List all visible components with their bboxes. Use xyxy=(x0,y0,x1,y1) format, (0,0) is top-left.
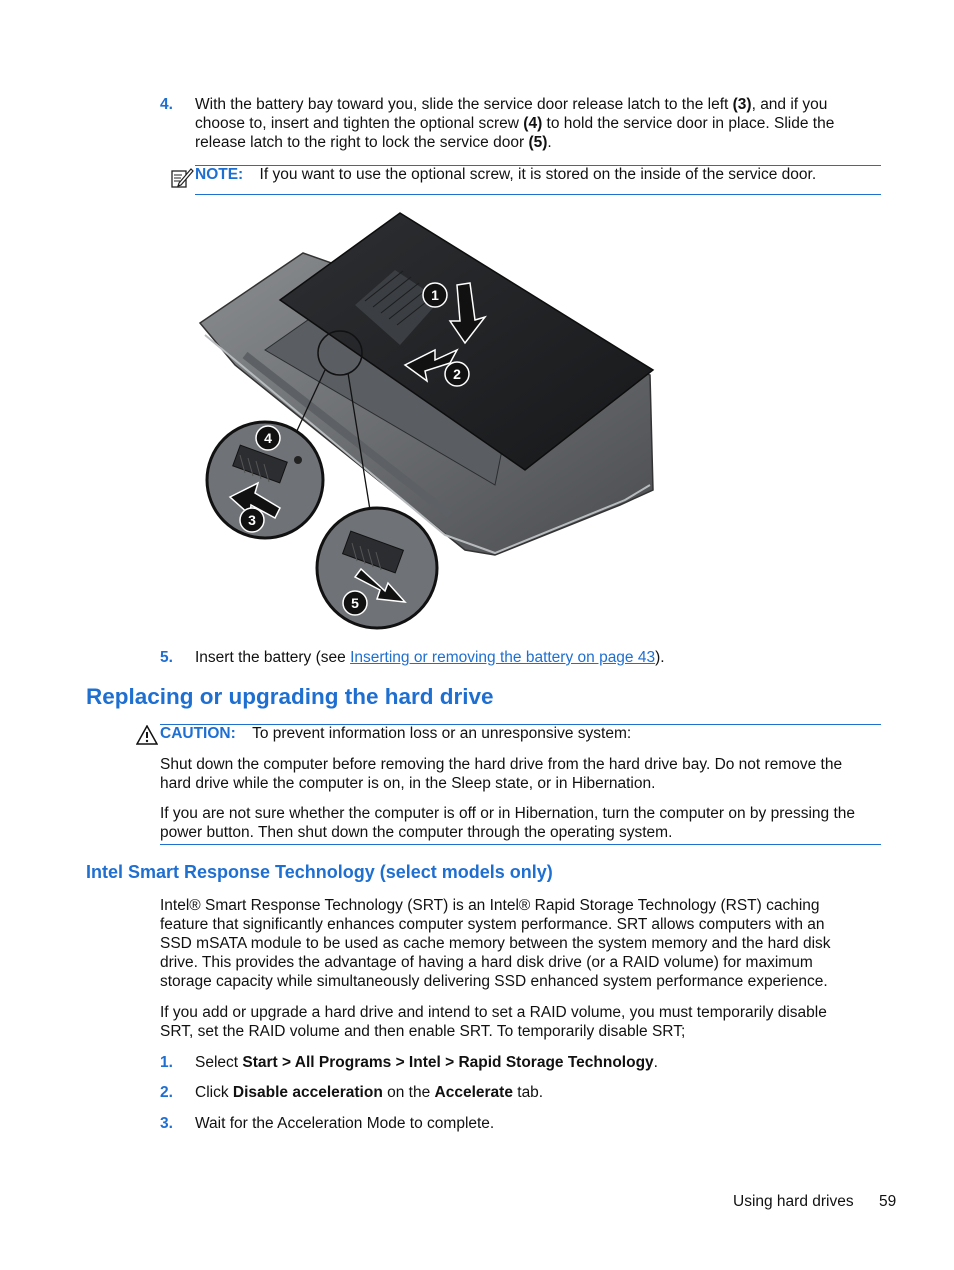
step-3-text: Wait for the Acceleration Mode to complete. xyxy=(195,1115,495,1132)
note-icon xyxy=(170,166,194,190)
step-number: 4. xyxy=(160,96,173,113)
warning-icon xyxy=(136,725,158,745)
callout-5: 5 xyxy=(351,595,359,611)
callout-2: 2 xyxy=(453,366,461,382)
note-bottom-rule xyxy=(195,194,881,195)
step-4-text: With the battery bay toward you, slide the service door release latch to the left (3), and if you choose to, insert and tighten the optional screw (4) to hold the service door in place. Slide the release latch to the right to lock the service door (5). xyxy=(195,96,835,151)
caution-paragraph-1: Shut down the computer before removing the hard drive from the hard drive bay. Do not remove the hard drive while the computer is on, in the Sleep state, or in Hibernation. xyxy=(160,756,843,792)
note-label: NOTE: xyxy=(195,166,244,183)
callout-4: 4 xyxy=(264,430,272,446)
note xyxy=(195,165,885,184)
caution-paragraph-2: If you are not sure whether the computer is off or in Hibernation, turn the computer on by pressing the power button. Then shut down the computer through the operating system. xyxy=(160,805,856,841)
step-number: 1. xyxy=(160,1054,173,1071)
caution-bottom-rule xyxy=(160,844,881,845)
srt-paragraph-1: Intel® Smart Response Technology (SRT) is an Intel® Rapid Storage Technology (RST) caching feature that significantly enhances computer system performance. SRT allows computers with an SSD mSATA module to be used as cache memory between the system memory and the hard disk drive. This provides the advantage of having a hard disk drive (or a RAID volume) for maximum storage capacity while simultaneously delivering SSD enhanced system performance experience. xyxy=(160,897,831,990)
caution xyxy=(160,724,880,743)
step-number: 3. xyxy=(160,1115,173,1132)
caution-text: To prevent information loss or an unresponsive system: xyxy=(252,725,632,742)
step-2-text: Click Disable acceleration on the Accelerate tab. xyxy=(195,1084,544,1101)
service-door-figure xyxy=(195,205,665,635)
page-number: 59 xyxy=(879,1193,897,1210)
step-1-text: Select Start > All Programs > Intel > Rapid Storage Technology. xyxy=(195,1054,658,1071)
srt-paragraph-2: If you add or upgrade a hard drive and intend to set a RAID volume, you must temporarily disable SRT, set the RAID volume and then enable SRT. To temporarily disable SRT; xyxy=(160,1004,827,1040)
section-title: Replacing or upgrading the hard drive xyxy=(86,684,494,709)
step-number: 2. xyxy=(160,1084,173,1101)
note-text: If you want to use the optional screw, it is stored on the inside of the service door. xyxy=(259,166,817,183)
step-number: 5. xyxy=(160,649,173,666)
battery-page-link[interactable]: Inserting or removing the battery on page 43 xyxy=(350,649,656,666)
step-5-text: Insert the battery (see Inserting or removing the battery on page 43). xyxy=(195,649,665,666)
subsection-title: Intel Smart Response Technology (select models only) xyxy=(86,862,553,882)
callout-1: 1 xyxy=(431,287,439,303)
caution-label: CAUTION: xyxy=(160,725,236,742)
footer-section-name: Using hard drives xyxy=(733,1193,854,1210)
callout-3: 3 xyxy=(248,512,256,528)
